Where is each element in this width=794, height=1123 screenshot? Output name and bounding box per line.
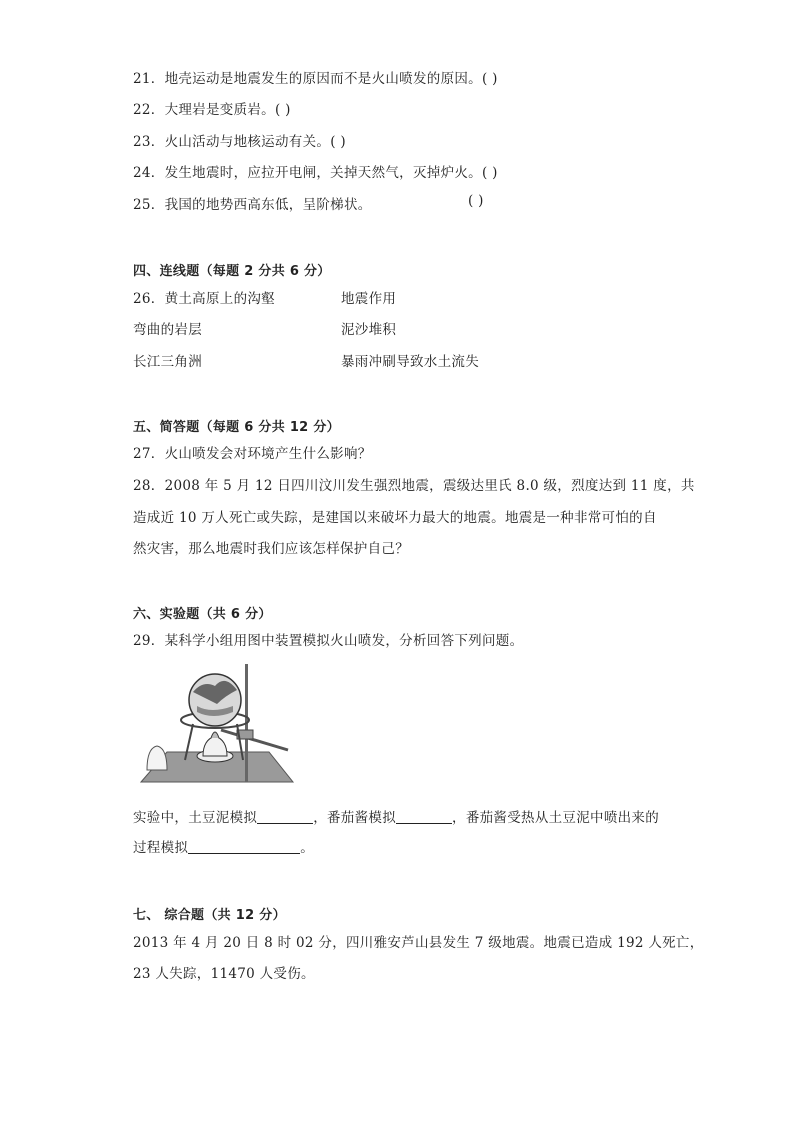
question-25-text: 25．我国的地势西高东低，呈阶梯状。 xyxy=(133,197,372,213)
question-22-text: 22．大理岩是变质岩。 xyxy=(133,102,275,118)
match-left-item: 长江三角洲 xyxy=(133,354,202,370)
question-28-line-2: 造成近 10 万人死亡或失踪，是建国以来破坏力最大的地震。地震是一种非常可怕的自 xyxy=(133,510,657,526)
answer-paren: ( ) xyxy=(274,102,291,118)
fill-text: ，番茄酱受热从土豆泥中喷出来的 xyxy=(452,810,660,826)
question-28-line-1: 28．2008 年 5 月 12 日四川汶川发生强烈地震，震级达里氏 8.0 级，烈度达到 11 度，共 xyxy=(133,478,695,494)
question-25 xyxy=(133,193,372,213)
match-right-item: 暴雨冲刷导致水土流失 xyxy=(341,354,479,370)
question-24 xyxy=(133,161,498,181)
section-heading-experiment: 六、实验题（共 6 分） xyxy=(133,607,272,622)
question-23 xyxy=(133,130,346,150)
question-21-text: 21．地壳运动是地震发生的原因而不是火山喷发的原因。 xyxy=(133,71,482,87)
question-29: 29．某科学小组用图中装置模拟火山喷发，分析回答下列问题。 xyxy=(133,633,524,649)
question-29-fill-line-1 xyxy=(133,806,659,826)
fill-text: 。 xyxy=(300,840,315,856)
question-24-text: 24．发生地震时，应拉开电闸，关掉天然气，灭掉炉火。 xyxy=(133,165,482,181)
volcano-apparatus-illustration xyxy=(133,660,303,788)
fill-text: ，番茄酱模拟 xyxy=(313,810,397,826)
match-right-item: 地震作用 xyxy=(341,291,397,307)
question-27: 27．火山喷发会对环境产生什么影响？ xyxy=(133,446,372,462)
answer-blank[interactable] xyxy=(257,809,313,824)
section-heading-matching: 四、连线题（每题 2 分共 6 分） xyxy=(133,264,331,279)
question-21 xyxy=(133,67,498,87)
answer-blank[interactable] xyxy=(188,839,300,854)
question-28-line-3: 然灾害，那么地震时我们应该怎样保护自己？ xyxy=(133,541,409,557)
question-29-fill-line-2 xyxy=(133,836,314,856)
match-right-item: 泥沙堆积 xyxy=(341,322,397,338)
match-left-item: 弯曲的岩层 xyxy=(133,322,202,338)
section-heading-short-answer: 五、简答题（每题 6 分共 12 分） xyxy=(133,420,340,435)
answer-paren-25: ( ) xyxy=(468,193,484,209)
answer-paren: ( ) xyxy=(481,165,498,181)
fill-text: 过程模拟 xyxy=(133,840,189,856)
answer-blank[interactable] xyxy=(396,809,452,824)
section-heading-comprehensive: 七、 综合题（共 12 分） xyxy=(133,908,286,923)
answer-paren: ( ) xyxy=(330,134,346,150)
fill-text: 实验中，土豆泥模拟 xyxy=(133,810,258,826)
question-22 xyxy=(133,98,291,118)
match-left-item: 26．黄土高原上的沟壑 xyxy=(133,291,275,307)
question-23-text: 23．火山活动与地核运动有关。 xyxy=(133,134,331,150)
comprehensive-line-2: 23 人失踪，11470 人受伤。 xyxy=(133,966,315,982)
comprehensive-line-1: 2013 年 4 月 20 日 8 时 02 分，四川雅安芦山县发生 7 级地震。地震已造成 192 人死亡， xyxy=(133,935,704,951)
answer-paren: ( ) xyxy=(481,71,498,87)
